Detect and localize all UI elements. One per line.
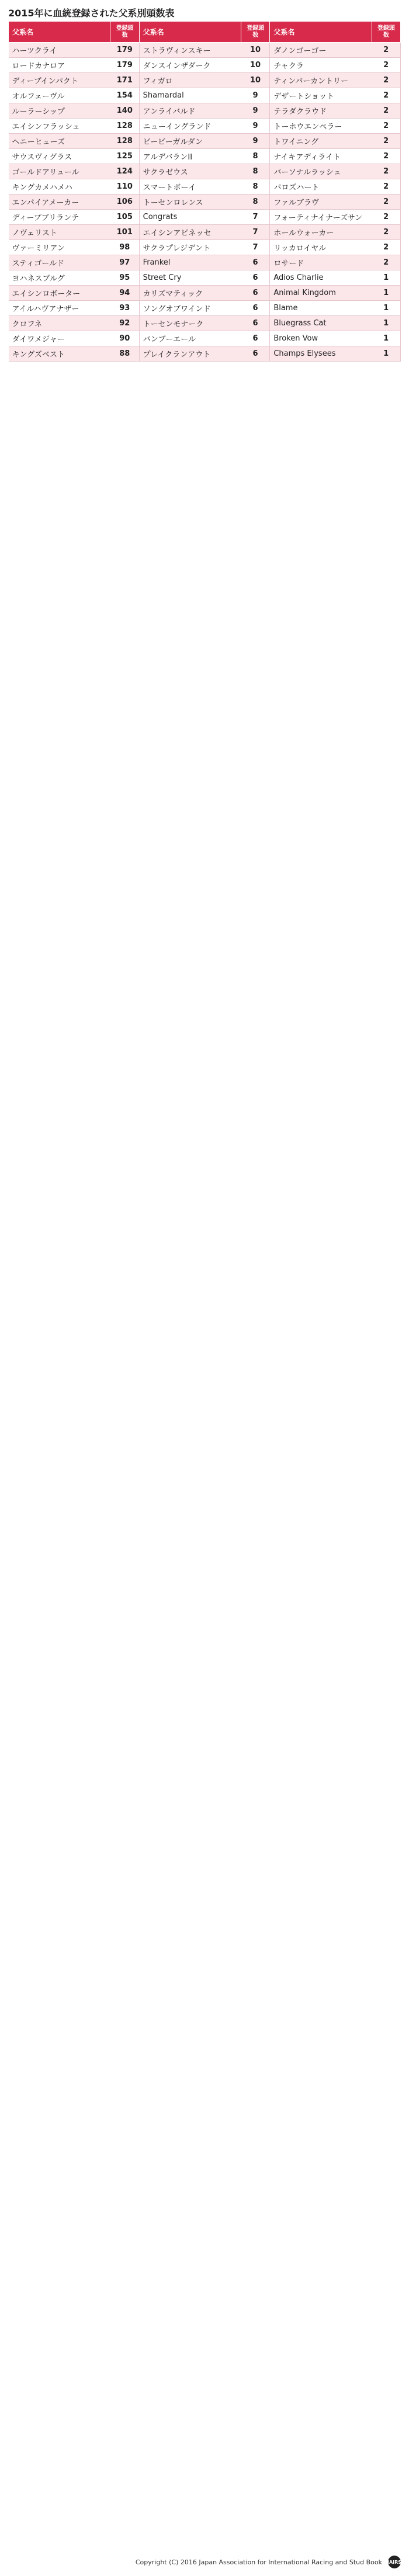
sire-line-name-cell: スティゴールド [9,255,110,270]
sire-line-table [8,21,401,362]
table-row [9,331,401,346]
sire-line-name-cell: ディープブリランテ [9,210,110,225]
registered-count-cell: 125 [110,149,139,164]
registered-count-cell: 171 [110,73,139,88]
registered-count-cell: 8 [241,149,270,164]
registered-count-cell: 2 [372,73,400,88]
registered-count-cell: 92 [110,316,139,331]
sire-line-name-cell: ダイワメジャー [9,331,110,346]
sire-line-name-cell: サクラゼウス [139,164,241,179]
registered-count-cell: 1 [372,270,400,286]
registered-count-cell: 6 [241,286,270,301]
registered-count-cell: 128 [110,134,139,149]
sire-line-name-cell: ロサード [270,255,372,270]
column-header-name: 父系名 [9,22,110,43]
sire-line-name-cell: Street Cry [139,270,241,286]
sire-line-name-cell: Blame [270,301,372,316]
sire-line-name-cell: ヘニーヒューズ [9,134,110,149]
registered-count-cell: 101 [110,225,139,240]
column-header-count: 登録頭数 [372,22,400,43]
sire-line-name-cell: デザートショット [270,88,372,103]
sire-line-name-cell: ナイキアディライト [270,149,372,164]
sire-line-name-cell: ゴールドアリュール [9,164,110,179]
registered-count-cell: 90 [110,331,139,346]
column-header-name: 父系名 [139,22,241,43]
sire-line-name-cell: ストラヴィンスキー [139,43,241,58]
registered-count-cell: 179 [110,43,139,58]
table-row [9,164,401,179]
registered-count-cell: 124 [110,164,139,179]
sire-line-name-cell: チャクラ [270,58,372,73]
sire-line-name-cell: エイシンフラッシュ [9,119,110,134]
registered-count-cell: 8 [241,164,270,179]
footer [8,2554,401,2570]
registered-count-cell: 6 [241,301,270,316]
sire-line-name-cell: バーソナルラッシュ [270,164,372,179]
sire-line-name-cell: ニューイングランド [139,119,241,134]
sire-line-name-cell: Animal Kingdom [270,286,372,301]
table-row [9,270,401,286]
table-row [9,119,401,134]
registered-count-cell: 9 [241,88,270,103]
registered-count-cell: 2 [372,164,400,179]
sire-line-name-cell: アンライバルド [139,103,241,119]
table-row [9,210,401,225]
sire-line-name-cell: アルデバランII [139,149,241,164]
registered-count-cell: 6 [241,255,270,270]
registered-count-cell: 2 [372,43,400,58]
registered-count-cell: 2 [372,240,400,255]
registered-count-cell: 110 [110,179,139,195]
table-header-row [9,22,401,43]
sire-line-name-cell: ヴァーミリアン [9,240,110,255]
sire-line-name-cell: ダンスインザダーク [139,58,241,73]
table-row [9,179,401,195]
sire-line-name-cell: カリズマティック [139,286,241,301]
table-row [9,316,401,331]
registered-count-cell: 1 [372,316,400,331]
sire-line-name-cell: ソングオブワインド [139,301,241,316]
sire-line-name-cell: ティンバーカントリー [270,73,372,88]
table-row [9,73,401,88]
registered-count-cell: 105 [110,210,139,225]
registered-count-cell: 1 [372,286,400,301]
sire-line-name-cell: Shamardal [139,88,241,103]
registered-count-cell: 7 [241,210,270,225]
registered-count-cell: 2 [372,119,400,134]
page-title: 2015年に血統登録された父系別頭数表 [8,8,175,19]
sire-line-name-cell: Frankel [139,255,241,270]
registered-count-cell: 2 [372,58,400,73]
registered-count-cell: 6 [241,346,270,362]
sire-line-name-cell: エンパイアメーカー [9,195,110,210]
sire-line-name-cell: テラダクラウド [270,103,372,119]
sire-line-name-cell: ロードカナロア [9,58,110,73]
registered-count-cell: 2 [372,225,400,240]
table-row [9,255,401,270]
registered-count-cell: 7 [241,240,270,255]
registered-count-cell: 9 [241,119,270,134]
registered-count-cell: 2 [372,134,400,149]
sire-line-name-cell: ディープインパクト [9,73,110,88]
sire-line-name-cell: リッカロイヤル [270,240,372,255]
registered-count-cell: 98 [110,240,139,255]
registered-count-cell: 10 [241,43,270,58]
registered-count-cell: 1 [372,346,400,362]
sire-line-name-cell: トーホウエンペラー [270,119,372,134]
table-row [9,134,401,149]
registered-count-cell: 97 [110,255,139,270]
registered-count-cell: 2 [372,255,400,270]
registered-count-cell: 7 [241,225,270,240]
registered-count-cell: 88 [110,346,139,362]
table-body [9,43,401,362]
sire-line-name-cell: プレイクランアウト [139,346,241,362]
table-row [9,286,401,301]
sire-line-name-cell: ルーラーシップ [9,103,110,119]
sire-line-name-cell: Broken Vow [270,331,372,346]
sire-line-name-cell: ダノンゴーゴー [270,43,372,58]
sire-line-name-cell: ファルブラヴ [270,195,372,210]
registered-count-cell: 179 [110,58,139,73]
registered-count-cell: 154 [110,88,139,103]
table-row [9,346,401,362]
registered-count-cell: 1 [372,331,400,346]
registered-count-cell: 2 [372,210,400,225]
sire-line-name-cell: サクラプレジデント [139,240,241,255]
sire-line-name-cell: トワイニング [270,134,372,149]
table-row [9,149,401,164]
sire-line-name-cell: フィガロ [139,73,241,88]
registered-count-cell: 9 [241,103,270,119]
sire-line-name-cell: ビービーガルダン [139,134,241,149]
sire-line-name-cell: サウスヴィグラス [9,149,110,164]
registered-count-cell: 2 [372,149,400,164]
column-header-count: 登録頭数 [241,22,270,43]
sire-line-name-cell: エイシンロボーター [9,286,110,301]
registered-count-cell: 10 [241,58,270,73]
column-header-count: 登録頭数 [110,22,139,43]
registered-count-cell: 128 [110,119,139,134]
registered-count-cell: 2 [372,179,400,195]
column-header-name: 父系名 [270,22,372,43]
registered-count-cell: 2 [372,195,400,210]
sire-line-name-cell: フォーティナイナーズサン [270,210,372,225]
sire-line-name-cell: ノヴェリスト [9,225,110,240]
sire-line-name-cell: オルフェーヴル [9,88,110,103]
sire-line-name-cell: キングカメハメハ [9,179,110,195]
table-row [9,225,401,240]
sire-line-name-cell: ヨハネスブルグ [9,270,110,286]
sire-line-name-cell: アイルハヴアナザー [9,301,110,316]
registered-count-cell: 140 [110,103,139,119]
registered-count-cell: 8 [241,195,270,210]
sire-line-name-cell: エイシンアピネッセ [139,225,241,240]
table-row [9,43,401,58]
table-row [9,240,401,255]
registered-count-cell: 2 [372,103,400,119]
table-row [9,195,401,210]
sire-line-name-cell: パロズハート [270,179,372,195]
sire-line-name-cell: ホールウォーカー [270,225,372,240]
table-row [9,58,401,73]
registered-count-cell: 95 [110,270,139,286]
sire-line-name-cell: トーセンモナーク [139,316,241,331]
registered-count-cell: 1 [372,301,400,316]
registered-count-cell: 10 [241,73,270,88]
association-logo: JAIRS [388,2556,401,2568]
sire-line-name-cell: Bluegrass Cat [270,316,372,331]
copyright-text: Copyright (C) 2016 Japan Association for International Racing and Stud Book [135,2558,382,2566]
sire-line-name-cell: スマートボーイ [139,179,241,195]
registered-count-cell: 9 [241,134,270,149]
registered-count-cell: 6 [241,316,270,331]
registered-count-cell: 106 [110,195,139,210]
registered-count-cell: 8 [241,179,270,195]
registered-count-cell: 2 [372,88,400,103]
sire-line-name-cell: Congrats [139,210,241,225]
registered-count-cell: 94 [110,286,139,301]
sire-line-name-cell: バンブーエール [139,331,241,346]
table-row [9,103,401,119]
registered-count-cell: 93 [110,301,139,316]
sire-line-name-cell: クロフネ [9,316,110,331]
sire-line-name-cell: Adios Charlie [270,270,372,286]
sire-line-name-cell: キングズベスト [9,346,110,362]
table-row [9,88,401,103]
sire-line-name-cell: トーセンロレンス [139,195,241,210]
registered-count-cell: 6 [241,331,270,346]
sire-line-name-cell: Champs Elysees [270,346,372,362]
table-row [9,301,401,316]
sire-line-name-cell: ハーツクライ [9,43,110,58]
registered-count-cell: 6 [241,270,270,286]
